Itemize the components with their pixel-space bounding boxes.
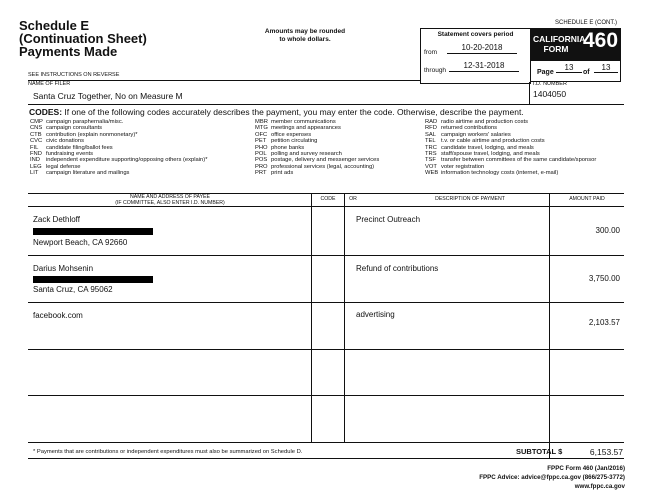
filer-name-field[interactable]: Santa Cruz Together, No on Measure M: [33, 91, 183, 101]
code-key: FIL: [30, 144, 39, 151]
id-number-label: I.D. NUMBER: [533, 81, 567, 87]
code-desc: professional services (legal, accounting): [271, 163, 375, 170]
description-column-header: DESCRIPTION OF PAYMENT: [435, 196, 505, 202]
code-desc: candidate travel, lodging, and meals: [441, 144, 534, 151]
redacted-address: [33, 228, 153, 235]
see-instructions-note: SEE INSTRUCTIONS ON REVERSE: [28, 72, 120, 78]
codes-column-3: [425, 119, 596, 177]
rounding-note: [255, 28, 355, 44]
table-bottom-rule: [28, 442, 624, 443]
code-key: IND: [30, 157, 40, 164]
table-top-rule: [28, 193, 624, 194]
filer-bottom-rule: [28, 104, 624, 105]
divider: [28, 80, 420, 81]
codes-heading-text: If one of the following codes accurately describes the payment, you may enter the code. Otherwise, describe the payment.: [62, 107, 524, 117]
from-label: from: [424, 49, 437, 56]
fppc-advice-contact: FPPC Advice: advice@fppc.ca.gov (866/275-3772): [479, 474, 625, 481]
code-key: PRT: [255, 170, 267, 177]
code-key: MBR: [255, 119, 268, 125]
code-desc: transfer between committees of the same candidate/sponsor: [441, 157, 597, 164]
code-key: PRO: [255, 163, 268, 170]
code-key: TRC: [425, 144, 437, 151]
schedule-cont-label: SCHEDULE E (CONT.): [555, 20, 618, 26]
page-number-field[interactable]: 13: [556, 63, 582, 73]
code-desc: campaign literature and mailings: [46, 170, 130, 177]
code-key: RAD: [425, 119, 438, 125]
form-title: [19, 19, 147, 58]
form-number: 460: [583, 29, 619, 52]
code-desc: staff/spouse travel, lodging, and meals: [441, 151, 540, 158]
page-total-field[interactable]: 13: [594, 63, 618, 73]
code-desc: office expenses: [271, 131, 312, 138]
code-desc: radio airtime and production costs: [441, 119, 528, 125]
payment-description: advertising: [356, 310, 395, 319]
title-line-1: Schedule E: [19, 18, 90, 33]
code-row: [425, 170, 596, 176]
code-key: SAL: [425, 131, 436, 138]
row-divider: [28, 255, 624, 256]
payment-amount: 2,103.57: [588, 318, 620, 327]
payee-column-header: [60, 195, 280, 206]
code-desc: campaign workers' salaries: [441, 131, 511, 138]
from-date-field[interactable]: 10-20-2018: [447, 43, 517, 54]
code-key: PET: [255, 138, 267, 145]
codes-column-2: [255, 119, 379, 177]
code-desc: postage, delivery and messenger services: [271, 157, 380, 164]
payee-header-line-1: NAME AND ADDRESS OF PAYEE: [130, 194, 210, 200]
fppc-website-link[interactable]: www.fppc.ca.gov: [574, 483, 625, 490]
code-desc: contribution (explain nonmonetary)*: [46, 131, 138, 138]
codes-heading: [29, 107, 524, 117]
divider: [529, 82, 530, 104]
code-desc: returned contributions: [441, 125, 498, 132]
code-desc: civic donations: [46, 138, 85, 145]
code-desc: phone banks: [271, 144, 305, 151]
of-label: of: [583, 69, 590, 76]
code-desc: petition circulating: [271, 138, 318, 145]
code-desc: independent expenditure supporting/opposing others (explain)*: [46, 157, 208, 164]
code-key: MTG: [255, 125, 268, 132]
statement-title: Statement covers period: [437, 31, 514, 38]
code-desc: campaign paraphernalia/misc.: [46, 119, 124, 125]
code-desc: fundraising events: [46, 151, 94, 158]
code-desc: voter registration: [441, 163, 485, 170]
code-key: CVC: [30, 138, 43, 145]
filer-name-label: NAME OF FILER: [28, 81, 71, 87]
row-divider: [28, 395, 624, 396]
codes-heading-label: CODES:: [29, 107, 63, 117]
payee-name: Zack Dethloff: [33, 215, 80, 224]
code-key: TEL: [425, 138, 436, 145]
code-key: OFC: [255, 131, 268, 138]
code-key: CTB: [30, 131, 42, 138]
payee-name: facebook.com: [33, 311, 83, 320]
payment-description: Refund of contributions: [356, 264, 439, 273]
amount-column-header: AMOUNT PAID: [569, 196, 605, 202]
payee-name: Darius Mohsenin: [33, 264, 94, 273]
code-key: POL: [255, 151, 267, 158]
fppc-form-version: FPPC Form 460 (Jan/2016): [547, 465, 625, 472]
code-desc: legal defense: [46, 163, 81, 170]
code-desc: print ads: [271, 170, 294, 177]
title-line-2: (Continuation Sheet): [19, 31, 147, 46]
code-desc: campaign consultants: [46, 125, 103, 132]
code-key: VOT: [425, 163, 437, 170]
code-desc: member communications: [271, 119, 336, 125]
code-desc: information technology costs (internet, e-mail): [441, 170, 559, 177]
schedule-d-footnote: * Payments that are contributions or independent expenditures must also be summarized on Schedule D.: [33, 449, 303, 455]
page-label: Page: [537, 69, 554, 76]
code-row: [30, 170, 207, 176]
code-key: CMP: [30, 119, 43, 125]
code-key: FND: [30, 151, 42, 158]
code-key: LIT: [30, 170, 39, 177]
payment-amount: 3,750.00: [588, 274, 620, 283]
row-divider: [28, 349, 624, 350]
codes-column-1: [30, 119, 207, 177]
redacted-address: [33, 276, 153, 283]
column-divider: [311, 193, 312, 442]
title-line-3: Payments Made: [19, 44, 118, 59]
rounding-note-line-1: Amounts may be rounded: [264, 28, 346, 35]
subtotal-label: SUBTOTAL $: [516, 447, 563, 456]
row-divider: [28, 302, 624, 303]
code-row: [255, 170, 379, 176]
through-date-field[interactable]: 12-31-2018: [449, 61, 519, 72]
code-desc: t.v. or cable airtime and production costs: [441, 138, 545, 145]
payee-header-line-2: (IF COMMITTEE, ALSO ENTER I.D. NUMBER): [115, 199, 225, 206]
payee-city: Santa Cruz, CA 95062: [33, 285, 113, 294]
code-desc: polling and survey research: [271, 151, 342, 158]
code-key: TRS: [425, 151, 437, 158]
code-key: LEG: [30, 163, 42, 170]
through-label: through: [424, 67, 447, 74]
code-column-header: CODE: [320, 196, 336, 202]
column-divider: [344, 193, 345, 442]
california-form-text: [533, 34, 586, 54]
rounding-note-line-2: to whole dollars.: [279, 36, 331, 43]
payee-city: Newport Beach, CA 92660: [33, 238, 128, 247]
badge-line-2: FORM: [543, 44, 569, 54]
code-desc: meetings and appearances: [271, 125, 341, 132]
code-key: TSF: [425, 157, 436, 164]
or-column-header: OR: [349, 196, 357, 202]
code-key: RFD: [425, 125, 437, 132]
badge-line-1: CALIFORNIA: [533, 34, 586, 44]
id-number-field[interactable]: 1404050: [533, 89, 567, 99]
payment-amount: 300.00: [595, 226, 620, 235]
subtotal-value: 6,153.57: [589, 447, 623, 457]
payment-description: Precinct Outreach: [356, 215, 421, 224]
code-key: POS: [255, 157, 268, 164]
code-key: WEB: [425, 170, 439, 177]
code-key: PHO: [255, 144, 268, 151]
subtotal-bottom-rule: [28, 458, 624, 459]
code-desc: candidate filing/ballot fees: [46, 144, 113, 151]
code-key: CNS: [30, 125, 43, 132]
